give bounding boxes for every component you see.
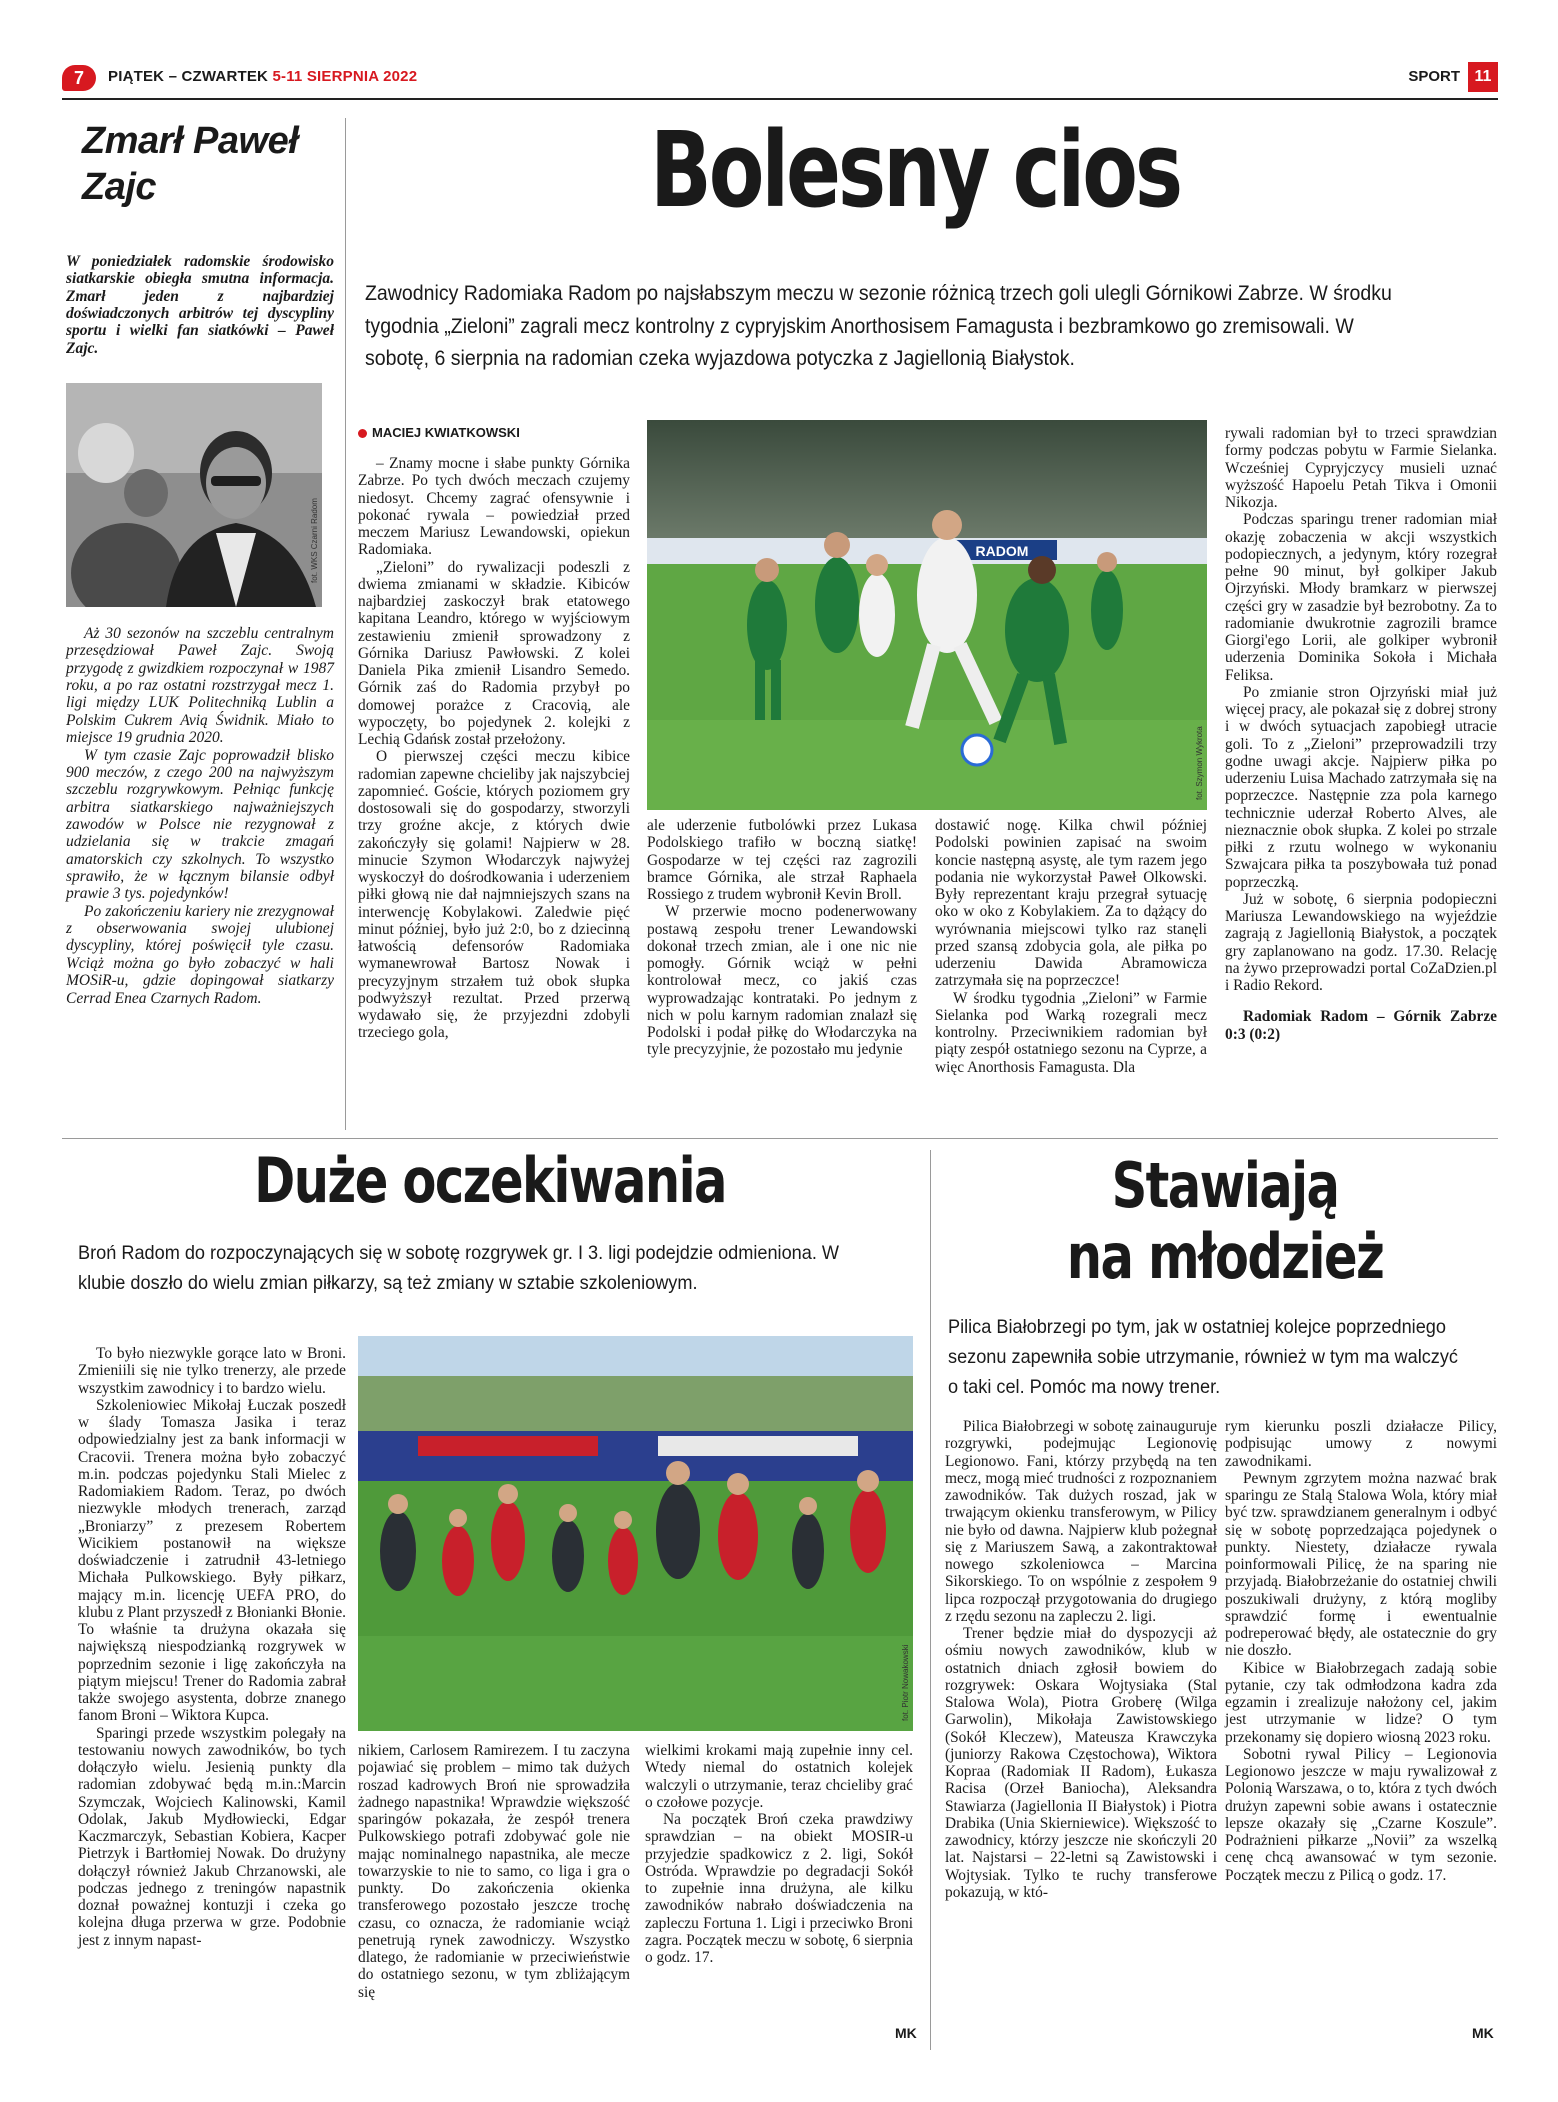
article1-result: Radomiak Radom – Górnik Zabrze 0:3 (0:2) [1225, 1008, 1497, 1043]
newspaper-logo: 7 [62, 65, 96, 91]
article1-paragraph: – Znamy mocne i słabe punkty Górnika Zabrze. Po tych dwóch meczach czujemy niedosyt. Chcemy zagrać ofensywnie i pokonać rywala – powiedział przed meczem Mariusz Lewandowski, opiekun Radomiaka. [358, 455, 630, 559]
article1-column-1 [358, 455, 630, 1042]
obituary-paragraph: Aż 30 sezonów na szczeblu centralnym przesędziował Paweł Zajc. Swoją przygodę z gwizdkiem rozpoczynał w 1987 roku, a po raz ostatni rozstrzygał mecz 1. ligi między LUK Politechniką Lublin a Polskim Cukrem Avią Świdnik. Miało to miejsce 19 grudnia 2020. [66, 625, 334, 747]
article1-paragraph: „Zieloni” do rywalizacji podeszli z dwiema zmianami w składzie. Kibiców najbardziej zaskoczył brak etatowego kapitana Leandro, którego w wyjściowym zestawieniu zmienił sprowadzony z Górnika Dariusz Pawłowski. Z kolei Daniela Pika zmienił Lisandro Semedo. Górnik zaś do Radomia przybył po domowej porażce z Cracovią, ale wypoczęty, bo pojedynek 2. kolejki z Lechią Gdańsk został przełożony. [358, 558, 630, 748]
article2-photo-credit: fot. Piotr Nowakowski [901, 1644, 910, 1721]
sidebar-divider [345, 118, 346, 1130]
byline-author: MACIEJ KWIATKOWSKI [372, 425, 520, 440]
page-number: 11 [1468, 62, 1498, 92]
bottom-column-divider [930, 1150, 931, 2050]
article1-headline: Bolesny cios [649, 109, 1181, 231]
article1-paragraph: Podczas sparingu trener radomian miał okazję zobaczenia w akcji wszystkich podopiecznych, a jedynym, który rozegrał pełne 90 minut, był golkiper Jakub Ojrzyński. Młody bramkarz w pierwszej części gry w zasadzie był bezrobotny. Za to radomianie dwukrotnie zagrozili bramce Giorgi'ego Lorii, ale golkiper wybronił uderzenia Dominika Sokoła i Michała Feliksa. [1225, 511, 1497, 684]
article2-paragraph: Sparingi przede wszystkim polegały na testowaniu nowych zawodników, bo tych dołączyło wielu. Jesienią punkty dla radomian zdobywać będą m.in.:Marcin Szymczak, Wojciech Kalinowski, Kamil Odolak, Jakub Mydłowiecki, Edgar Kaczmarczyk, Sebastian Kobiera, Kacper Pietrzyk i Bartłomiej Nowak. Do drużyny dołączył również Jakub Chrzanowski, ale podczas jednego z treningów napastnik doznał poważnej kontuzji i czeka go kolejna długa przerwa w grze. Podobnie jest z innym napast- [78, 1724, 346, 1949]
obituary-paragraph: Po zakończeniu kariery nie zrezygnował z obserwowania swojej ulubionej dyscypliny, której poświęcił tyle czasu. Wciąż można go było zobaczyć w hali MOSiR-u, gdzie dopingował siatkarzy Cerrad Enea Czarnych Radom. [66, 902, 334, 1007]
article3-paragraph: Trener będzie miał do dyspozycji aż ośmiu nowych zawodników, klub w ostatnich dniach zgłosił bowiem do rozgrywek: Oskara Wojtysiaka (Stal Stalowa Wola), Piotra Groberę (Wilga Garwolin), Mikołaja Zawistowskiego (Sokół Kleczew), Mateusza Krawczyka (juniorzy Rakowa Częstochowa), Wiktora Kopraa (Radomiak II Radom), Łukasza Racisa (Orzeł Baniocha), Aleksandra Stawiarza (Jagiellonia II Białystok) i Piotra Drabika (Unia Skierniewice). Większość to zawodnicy, którzy jeszcze nie skończyli 20 lat. Najstarsi – 22-letni są Zawistowski i Wojtysiak. Tylko te ruchy transferowe pokazują, w któ- [945, 1625, 1217, 1901]
article1-lead: Zawodnicy Radomiaka Radom po najsłabszym meczu w sezonie różnicą trzech goli ulegli Górnikowi Zabrze. W środku tygodnia „Zieloni” zagrali mecz kontrolny z cypryjskim Anorthosisem Famagusta i bezbramkowo go zremisowali. W sobotę, 6 sierpnia na radomian czeka wyjazdowa potyczka z Jagiellonią Białystok. [365, 282, 1392, 371]
article1-column-2 [647, 817, 917, 1059]
article3-paragraph: Pewnym zgrzytem można nazwać brak sparingu ze Stalą Stalowa Wola, który miał być tzw. sprawdzianem generalnym i odbyć się w sobotę poprzedzająca pojedynek o punkty. Niestety, działacze rywala poinformowali Pilicę, że na sparing nie przyjadą. Białobrzeżanie do ostatniej chwili poszukiwali drużyny, z którą mogliby sprawdzić formę i ewentualnie podreperować błędy, ale ostatecznie do gry nie doszło. [1225, 1469, 1497, 1660]
issue-date-range: 5-11 SIERPNIA 2022 [272, 68, 418, 85]
article3-column-2 [1225, 1418, 1497, 1884]
article1-paragraph: W środku tygodnia „Zieloni” w Farmie Sielanka pod Warką rozegrali mecz kontrolny. Przeciwnikiem radomian był piąty zespół ostatniego sezonu na Cyprze, a więc Anorthosis Famagusta. Dla [935, 989, 1207, 1076]
article1-photo [647, 420, 1207, 810]
article1-paragraph: rywali radomian był to trzeci sprawdzian formy podczas pobytu w Farmie Sielanka. Wcześniej Cypryjczycy musieli uznać wyższość Hapoelu Petah Tikva i Omonii Nikozja. [1225, 425, 1497, 511]
obituary-paragraph: W tym czasie Zajc poprowadził blisko 900 meczów, z czego 200 na najwyższym szczeblu rozgrywkowym. Pełniąc funkcję arbitra siatkarskiego najważniejszych zawodów w Polsce nie rezygnował z udzielania się w trakcie zmagań amatorskich czy szkolnych. To wszystko sprawiło, że w łącznym bilansie odbył prawie 3 tys. pojedynków! [66, 746, 334, 903]
article2-paragraph: To było niezwykle gorące lato w Broni. Zmieniili się nie tylko trenerzy, ale przede wszystkim zawodnicy i to bardzo wielu. [78, 1345, 346, 1397]
issue-date [108, 68, 417, 85]
obituary-photo-image [66, 383, 322, 607]
article3-headline-line: na młodzież [1066, 1220, 1384, 1294]
obituary-body [66, 625, 334, 1007]
section-divider [62, 1138, 1498, 1139]
obituary-photo [66, 383, 322, 607]
article2-paragraph: wielkimi krokami mają zupełnie inny cel. Wtedy niemal do ostatnich kolejek walczyli o utrzymanie, teraz chcieliby grać o czołowe pozycje. [645, 1742, 913, 1811]
article1-paragraph: ale uderzenie futbolówki przez Lukasa Podolskiego trafiło w boczną siatkę! Gospodarze w tej części raz zagrozili bramce Górnika, ale strzał Raphaela Rossiego z trudem wybronił Kevin Broll. [647, 817, 917, 903]
article2-headline: Duże oczekiwania [254, 1144, 726, 1217]
issue-date-prefix: PIĄTEK – CZWARTEK [108, 68, 273, 85]
article2-paragraph: Na początek Broń czeka prawdziwy sprawdzian – na obiekt MOSIR-u przyjedzie spadkowicz z 2. ligi, Sokół Ostróda. Wprawdzie po degradacji Sokół to zupełnie inna drużyna, ale kilku zawodników nabrało doświadczenia na zapleczu Fortuna 1. Ligi i przeciwko Broni zagra. Początek meczu w sobotę, 6 sierpnia o godz. 17. [645, 1811, 913, 1966]
svg-text:RADOM: RADOM [975, 543, 1029, 559]
article2-paragraph: Szkoleniowiec Mikołaj Łuczak poszedł w ślady Tomasza Jasika i teraz odpowiedzialny jest za bank informacji w Cracovii. Trenera można było zobaczyć m.in. podczas pojedynku Stali Mielec z Radomiakiem Radom. Teraz, po dwóch niezwykle młodych trenerach, zarząd „Broniarzy” z prezesem Robertem Wicikiem postanowił na większe doświadczenie i zatrudnił 43-letniego Michała Pulkowskiego. Były piłkarz, mający m.in. licencję UEFA PRO, do klubu z Plant przyszedł z Błonianki Błonie. To właśnie ta drużyna okazała się największą niespodzianką rozgrywek w poprzednim sezonie i ligę zakończyła na piątym miejscu! Trener do Radomia zabrał także swojego asystenta, dobrze znanego fanom Broni – Wiktora Kupca. [78, 1396, 347, 1725]
header-rule [62, 98, 1498, 100]
article3-paragraph: rym kierunku poszli działacze Pilicy, podpisując umowy z nowymi zawodnikami. [1225, 1418, 1497, 1470]
article2-column-3 [645, 1742, 913, 1966]
article2-paragraph: nikiem, Carlosem Ramirezem. I tu zaczyna pojawiać się problem – mimo tak dużych roszad kadrowych Broń nie sprowadziła żadnego napastnika! Wprawdzie większość sparingów pokazała, że zespół trenera Pulkowskiego potrafi zdobywać gole nie mając nominalnego napastnika, ale mecze towarzyskie to nie to samo, co liga i gra o punkty. Do zakończenia okienka transferowego pozostało jeszcze trochę czasu, co oznacza, że radomianie wciąż penetrują rynek zawodniczy. Wszystko dlatego, że radomianie w przeciwieństwie do ostatniego sezonu, w tym zbliżającym się [358, 1742, 630, 2001]
article2-signature: MK [895, 2025, 917, 2041]
article2-column-2 [358, 1742, 630, 2001]
article3-signature: MK [1472, 2025, 1494, 2041]
article3-paragraph: Pilica Białobrzegi w sobotę zainauguruje rozgrywki, podejmując Legionovię Legionowo. Fani, którzy przybędą na ten mecz, mogą mieć trudności z rozpoznaniem zawodników. Tak dużych roszad, jak w trwającym okienku transferowym, w Pilicy nie było od dawna. Najpierw klub pożegnał się z Mariuszem Sawą, a zakontraktował nowego szkoleniowca – Marcina Sikorskiego. To on wspólnie z zespołem 9 lipca rozpoczął przygotowania do drugiego z rzędu sezonu na zapleczu 2. ligi. [945, 1418, 1217, 1625]
article2-lead: Broń Radom do rozpoczynających się w sobotę rozgrywek gr. I 3. ligi podejdzie odmieniona. W klubie doszło do wielu zmian piłkarzy, są też zmiany w sztabie szkoleniowym. [78, 1242, 840, 1295]
byline-dot-icon [358, 429, 367, 438]
obituary-title: Zmarł Paweł Zajc [82, 120, 299, 209]
article1-paragraph: W przerwie mocno podenerwowany postawą zespołu trener Lewandowski dokonał trzech zmian, ale i one nic nie pomogły. Górnik wciąż w pełni kontrolował mecz, co jakiś czas wyprowadzając kontrataki. Po jednym z nich w polu karnym radomian znalazł się Podolski i podał piłkę do Włodarczyka na tyle precyzyjnie, że pozostało mu jedynie [647, 903, 917, 1059]
article3-lead: Pilica Białobrzegi po tym, jak w ostatniej kolejce poprzedniego sezonu zapewniła sobie utrzymanie, również w tym ma walczyć o taki cel. Pomóc ma nowy trener. [948, 1316, 1459, 1399]
article2-column-1 [78, 1345, 346, 1949]
obituary-photo-credit: fot. WKS Czarni Radom [310, 498, 319, 583]
article3-headline [1009, 1150, 1441, 1293]
article1-byline [358, 425, 520, 440]
article3-paragraph: Kibice w Białobrzegach zadają sobie pytanie, czy tak odmłodzona kadra zda egzamin i zrealizuje nałożony cel, jakim jest utrzymanie w lidze? O tym przekonamy się dopiero wiosną 2023 roku. [1225, 1659, 1497, 1746]
article2-photo [358, 1336, 913, 1731]
obituary-lead: W poniedziałek radomskie środowisko siatkarskie obiegła smutna informacja. Zmarł jeden z najbardziej doświadczonych arbitrów tej dyscypliny sportu i wielki fan siatkówki – Paweł Zajc. [66, 253, 334, 357]
article1-paragraph: Po zmianie stron Ojrzyński miał już więcej pracy, ale pokazał się z dobrej strony i w dwóch sytuacjach zapobiegł utracie goli. To z „Zieloni” przeprowadzili trzy godne uwagi akcje. Najpierw piłka po uderzeniu Luisa Machado zatrzymała się na poprzeczce. Następnie zza pola karnego technicznie uderzał Roberto Alves, ale nieznacznie obok słupka. Z kolei po strzale piłki z rzutu wolnego w wykonaniu Szwajcara piłka ta poszybowała tuż ponad poprzeczką. [1225, 683, 1497, 891]
article2-photo-image [358, 1336, 913, 1731]
article1-photo-credit: fot. Szymon Wykrota [1195, 726, 1204, 800]
article1-paragraph: dostawić nogę. Kilka chwil później Podolski powinien zapisać na swoim koncie następną asystę, ale tym razem jego podania nie wykorzystał Paweł Olkowski. Były reprezentant kraju przegrał sytuację oko w oko z Kobylakiem. Za to dążący do wyrównania miejscowi tylko raz stanęli przed szansą zdobycia gola, ale piłka po uderzeniu Dawida Abramowicza zatrzymała się na poprzeczce! [935, 817, 1207, 990]
article3-column-1 [945, 1418, 1217, 1901]
article1-photo-image [647, 420, 1207, 810]
article1-paragraph: Już w sobotę, 6 sierpnia podopieczni Mariusza Lewandowskiego na wyjeździe zagrają z Jagiellonią Białystok, a początek gry zaplanowano na godz. 17.30. Relację na żywo przeprowadzi portal CoZaDzien.pl i Radio Rekord. [1225, 890, 1497, 994]
section-label: SPORT [1408, 68, 1460, 85]
article3-headline-line: Stawiają [1111, 1149, 1339, 1222]
article1-paragraph: O pierwszej części meczu kibice radomian zapewne chcieliby jak najszybciej zapomnieć. Goście, których poziomem gry dostosowali się do gospodarzy, stworzyli trzy groźne akcje, z których dwie zakończyły się golami! Najpierw w 28. minucie Szymon Włodarczyk najwyżej wyskoczył do dośrodkowania i uderzeniem piłki głową nie dał najmniejszych szans na interwencję Kobylakowi. Zaledwie pięć minut później, było już 2:0, bo z dziecinną łatwością defensorów Radomiaka wymanewrował Bartosz Nowak i precyzyjnym strzałem tuż obok słupka podwyższył rezultat. Przed przerwą wydawało się, że przyjezdni zdobyli trzeciego gola, [358, 748, 630, 1042]
article1-column-4 [1225, 425, 1497, 1043]
article1-column-3 [935, 817, 1207, 1076]
article3-paragraph: Sobotni rywal Pilicy – Legionovia Legionowo jeszcze w maju rywalizował z Polonią Warszawa, o to, która z tych dwóch drużyn zapewni sobie awans i ostatecznie lepsze okazały się „Czarne Koszule”. Podrażnieni piłkarze „Novii” za wszelką cenę chcą awansować w tym sezonie. Początek meczu z Pilicą o godz. 17. [1225, 1745, 1497, 1884]
